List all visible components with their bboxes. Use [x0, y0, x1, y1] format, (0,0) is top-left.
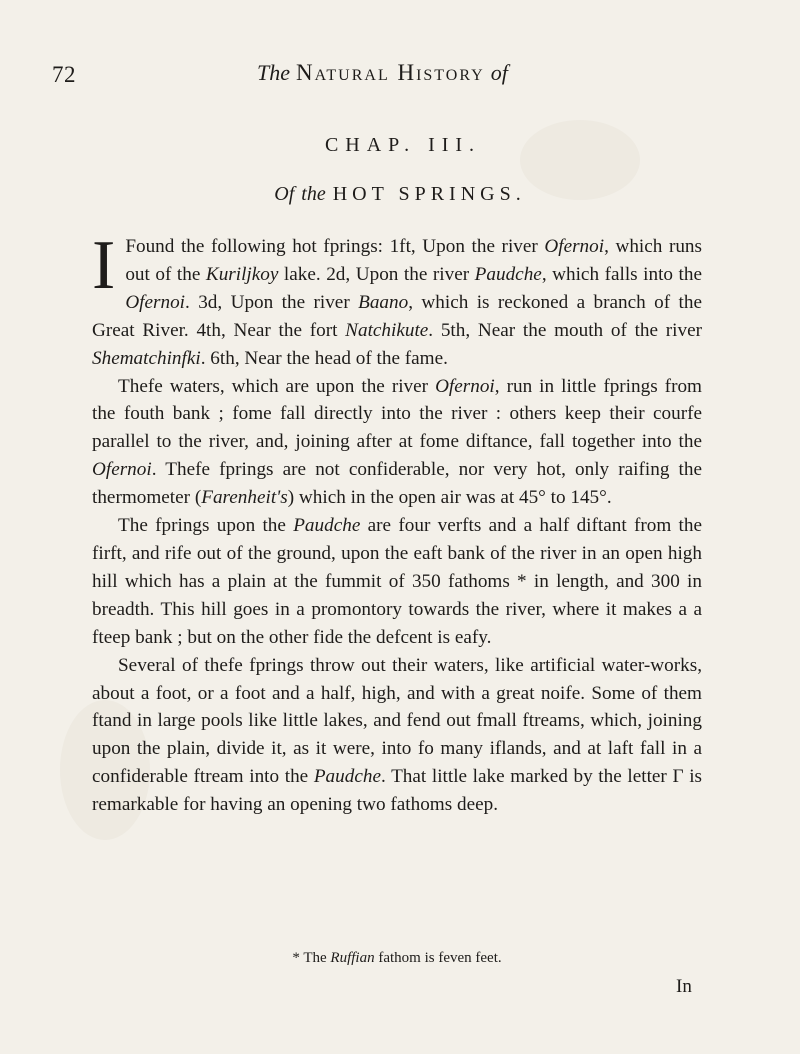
footnote-mark: * [292, 950, 300, 966]
italic-term: Baano [358, 291, 409, 313]
chapter-title [0, 183, 800, 206]
italic-term: Kuriljkoy [205, 263, 279, 285]
italic-term: Paudche [313, 766, 381, 788]
footnote-suffix: fathom is feven feet. [378, 950, 502, 966]
text-run: . 5th, Near the mouth of the river [428, 319, 703, 341]
italic-term: Paudche [293, 515, 361, 537]
page-number: 72 [52, 62, 76, 87]
footnote-prefix: The [303, 950, 327, 966]
text-run: . 6th, Near the head of the fame. [200, 347, 448, 369]
text-run: , which falls into the [541, 263, 702, 285]
running-title-prefix: The [257, 60, 290, 85]
drop-cap: I [92, 227, 116, 304]
chapter-title-the: the [301, 183, 326, 205]
text-run: Several of thefe fprings throw out their waters, like artificial water-works, about a foot, or a foot and a half, high, and with a great noife. Some of them ftand in large pools like little lakes, and fend out fmall ftreams, which, joining upon the plain, divide it, as it were, into fo many iflands, and at laft fall in a confiderable ftream into the [92, 654, 702, 788]
paragraph [92, 373, 702, 513]
catchword: In [676, 976, 692, 997]
footnote [92, 950, 702, 967]
running-title-suffix: of [490, 60, 508, 85]
paragraph [92, 227, 703, 373]
body-text [92, 227, 703, 819]
text-run: lake. 2d, Upon the river [278, 263, 475, 285]
text-run: are four verfts and a half diftant from the firft, and rife out of the ground, upon the eaft bank of the river in an open high hill which has a plain at the fummit of 350 fathoms * in length, and 300 in breadth. This hill goes in a promontory towards the river, where it makes a a fteep bank ; but on the other fide the defcent is eafy. [92, 515, 702, 648]
italic-term: Natchikute [345, 319, 429, 341]
italic-term: Shematchinfki [92, 347, 201, 369]
text-run: , run in little fprings from the fouth bank ; fome fall directly into the river : others keep their courfe parallel to the river, and, joining after at fome diftance, fall together into the [92, 375, 702, 453]
italic-term: Farenheit's [201, 487, 288, 509]
text-run: , which runs out of the [125, 236, 702, 285]
text-run: The fprings upon the [118, 515, 294, 537]
chapter-label: CHAP. III. [324, 134, 482, 156]
italic-term: Ofernoi [544, 236, 605, 257]
text-run: . That little lake marked by the letter Γ is remarkable for having an opening two fathoms deep. [92, 766, 702, 816]
italic-term: Ofernoi [435, 375, 495, 397]
italic-term: Ofernoi [92, 459, 152, 481]
text-run: Thefe waters, which are upon the river [118, 375, 436, 397]
italic-term: Paudche [474, 263, 542, 285]
paragraph [92, 652, 702, 819]
text-run: , which is reckoned a branch of the Great River. 4th, Near the fort [92, 291, 702, 341]
running-title-main: Natural History [296, 60, 485, 85]
text-run: . 3d, Upon the river [185, 291, 359, 313]
text-run: Found the following hot fprings: 1ft, Upon the river [125, 236, 545, 257]
paragraph [92, 512, 702, 652]
chapter-title-main: HOT SPRINGS. [332, 183, 526, 205]
text-run: . Thefe fprings are not confiderable, nor very hot, only raifing the thermometer ( [92, 459, 702, 509]
text-run: ) which in the open air was at 45° to 145°. [287, 487, 612, 509]
italic-term: Ofernoi [125, 291, 186, 313]
footnote-italic: Ruffian [330, 950, 375, 966]
chapter-title-of: Of [274, 183, 295, 205]
running-title [257, 60, 508, 86]
